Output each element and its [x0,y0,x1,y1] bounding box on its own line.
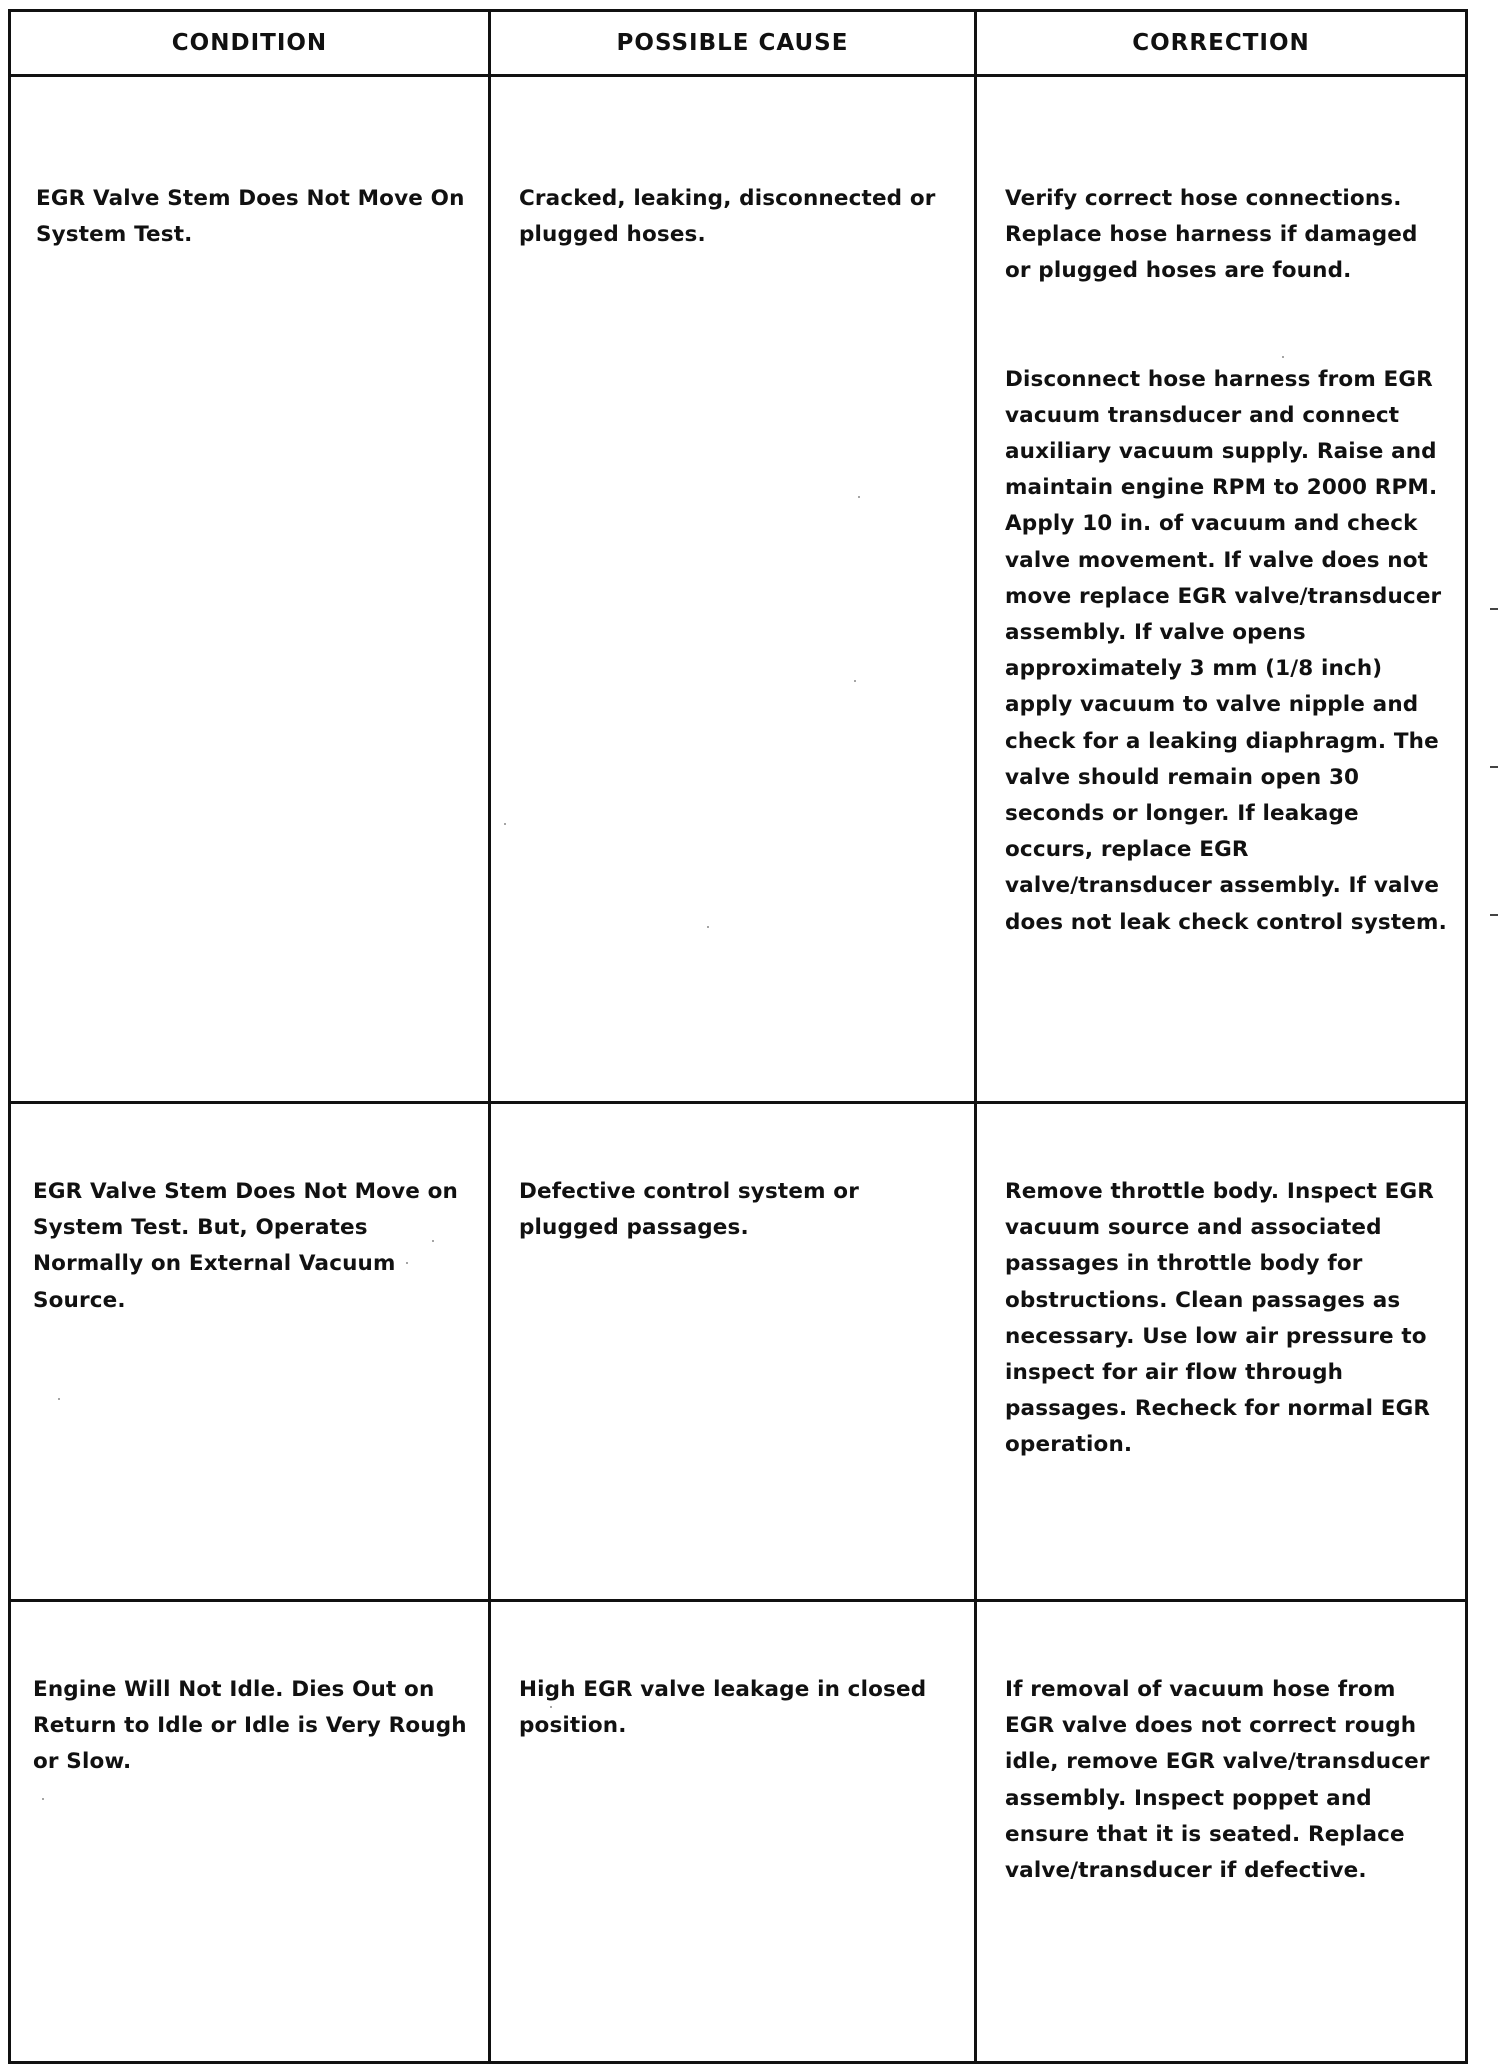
scan-speck [858,496,860,498]
scan-speck [707,926,709,928]
possible-cause-cell: Cracked, leaking, disconnected or plugged hoses. [490,76,976,1103]
table-row [10,1601,1467,2063]
possible-cause-cell: Defective control system or plugged passages. [490,1103,976,1601]
diagnosis-table [8,9,1468,2064]
scan-speck [1282,356,1284,358]
condition-cell: Engine Will Not Idle. Dies Out on Return to Idle or Idle is Very Rough or Slow. [10,1601,490,2063]
scan-speck [58,1398,60,1400]
possible-cause-header: POSSIBLE CAUSE [490,11,976,76]
table-row [10,1103,1467,1601]
scan-speck [854,680,856,682]
margin-tick-mark [1490,766,1498,768]
condition-cell: EGR Valve Stem Does Not Move on System Test. But, Operates Normally on External Vacuum Source. [10,1103,490,1601]
correction-cell [976,1601,1467,2063]
correction-paragraph: Verify correct hose connections. Replace hose harness if damaged or plugged hoses are found. [1005,186,1418,284]
table-row [10,76,1467,1103]
possible-cause-cell: High EGR valve leakage in closed position. [490,1601,976,2063]
table-body [10,76,1467,2063]
header-row [10,11,1467,76]
scan-speck [432,1240,434,1242]
correction-paragraph: Disconnect hose harness from EGR vacuum transducer and connect auxiliary vacuum supply. Raise and maintain engine RPM to 2000 RPM. Apply 10 in. of vacuum and check valve movement. If valve does not move replace EGR valve/transducer assembly. If valve opens approximately 3 mm (1/8 inch) apply vacuum to valve nipple and check for a leaking diaphragm. The valve should remain open 30 seconds or longer. If leakage occurs, replace EGR valve/transducer assembly. If valve does not leak check control system. [1005,366,1447,935]
margin-tick-mark [1490,914,1498,916]
correction-cell [976,76,1467,1103]
correction-paragraph: Remove throttle body. Inspect EGR vacuum source and associated passages in throttle body for obstructions. Clean passages as necessary. Use low air pressure to inspect for air flow through passages. Recheck for normal EGR operation. [1005,1179,1435,1458]
scan-speck [42,1798,44,1800]
scan-speck [550,1706,552,1708]
margin-tick-mark [1490,608,1498,610]
correction-paragraph: If removal of vacuum hose from EGR valve does not correct rough idle, remove EGR valve/transducer assembly. Inspect poppet and ensure that it is seated. Replace valve/transducer if defective. [1005,1677,1430,1884]
condition-cell: EGR Valve Stem Does Not Move On System Test. [10,76,490,1103]
scan-speck [406,1262,408,1264]
correction-cell [976,1103,1467,1601]
scan-speck [504,823,506,825]
condition-header: CONDITION [10,11,490,76]
table-header [10,11,1467,76]
correction-header: CORRECTION [976,11,1467,76]
